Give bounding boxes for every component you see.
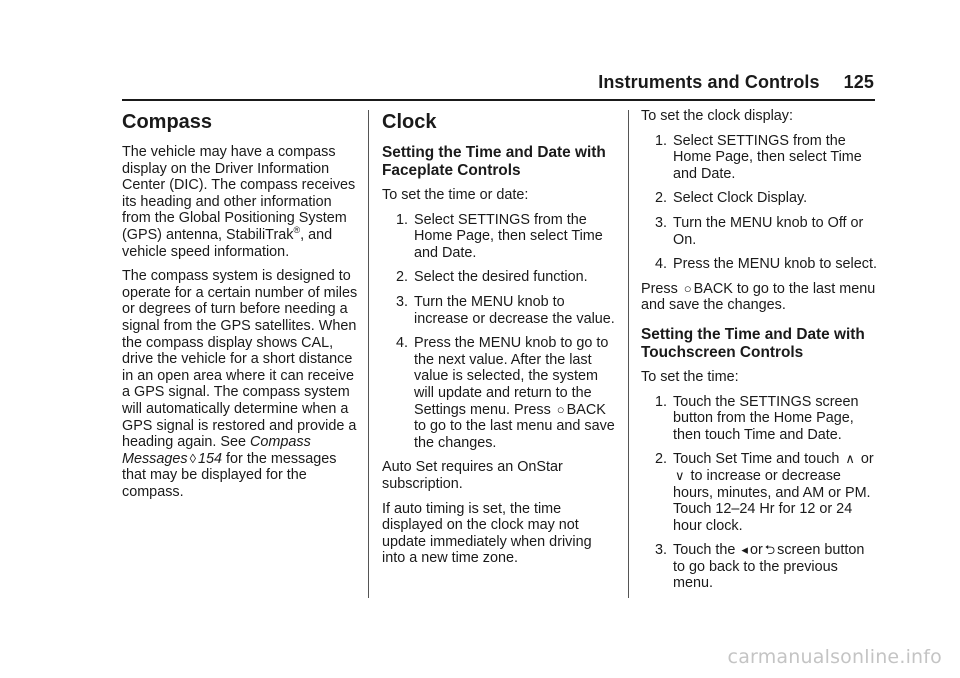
column-divider-1	[368, 110, 369, 598]
touchscreen-steps	[641, 394, 877, 593]
list-item: 3. Touch the ◂ or ⮌ screen button to go back to the previous menu.	[654, 542, 865, 592]
display-back-note: Press ○ BACK to go to the last menu and save the changes.	[641, 280, 876, 314]
back-arrow-icon: ◂	[741, 542, 748, 558]
touchscreen-heading: Setting the Time and Date with Touchscreen Controls	[641, 325, 865, 361]
down-arrow-icon: ∨	[675, 467, 685, 483]
clock-display-column	[641, 108, 877, 600]
faceplate-heading: Setting the Time and Date with Faceplate Controls	[382, 144, 606, 179]
list-item: 1. Touch the SETTINGS screen button from the Home Page, then touch Time and Date.	[654, 393, 859, 443]
list-item: 3. Turn the MENU knob to increase or decrease the value.	[395, 293, 615, 327]
section-title: Instruments and Controls	[598, 72, 820, 92]
display-intro: To set the clock display:	[641, 108, 793, 124]
list-item: 2. Select Clock Display.	[654, 190, 808, 207]
watermark: carmanualsonline.info	[727, 646, 942, 668]
page-header	[0, 72, 874, 96]
clock-column	[382, 108, 618, 575]
touchscreen-intro: To set the time:	[641, 368, 739, 385]
compass-column	[122, 108, 358, 508]
back-icon: ○	[556, 401, 565, 417]
list-item: 2. Touch Set Time and touch ∧ or ∨ to increase or decrease hours, minutes, and AM or PM. Touch 12–24 Hr for 12 or 24 hour clock.	[654, 451, 874, 534]
compass-title: Compass	[122, 111, 213, 133]
header-rule	[122, 99, 875, 101]
page-reference-number[interactable]: 154	[198, 450, 223, 467]
list-item: 1. Select SETTINGS from the Home Page, then select Time and Date.	[395, 211, 603, 261]
compass-paragraph-2: The compass system is designed to operate for a certain number of miles or degrees of turn before needing a signal from the GPS satellites. When the compass display shows CAL, drive the vehicle for a short distance in an open area where it can receive a GPS signal. The compass system will automatically determine when a GPS signal is restored and provide a heading again. See Compass Messages ◊ 154 for the messages that may be displayed for the compass.	[122, 268, 358, 500]
list-item: 4. Press the MENU knob to select.	[654, 256, 877, 273]
page-number: 125	[843, 72, 874, 92]
list-item: 1. Select SETTINGS from the Home Page, then select Time and Date.	[654, 132, 862, 182]
compass-messages-link[interactable]: Compass Messages	[122, 434, 311, 467]
registered-mark: ®	[293, 225, 301, 236]
page-reference-icon: ◊	[189, 450, 197, 466]
back-icon: ○	[683, 280, 692, 296]
list-item: 4. Press the MENU knob to go to the next value. After the last value is selected, the system will update and return to the Settings menu. Press ○ BACK to go to the last menu and save the changes.	[395, 335, 615, 451]
display-steps	[641, 133, 877, 273]
list-item: 2. Select the desired function.	[395, 269, 588, 286]
faceplate-steps	[382, 212, 618, 452]
return-arrow-icon: ⮌	[764, 542, 776, 558]
clock-title: Clock	[382, 111, 437, 133]
list-item: 3. Turn the MENU knob to Off or On.	[654, 214, 864, 248]
compass-paragraph-1: The vehicle may have a compass display on the Driver Information Center (DIC). The compass receives its heading and other information from the Global Positioning System (GPS) antenna, StabiliTrak®, and vehicle speed information.	[122, 144, 356, 260]
faceplate-intro: To set the time or date:	[382, 187, 529, 203]
up-arrow-icon: ∧	[845, 451, 855, 467]
column-divider-2	[628, 110, 629, 598]
onstar-note: Auto Set requires an OnStar subscription.	[382, 459, 563, 492]
auto-timing-note: If auto timing is set, the time displayed on the clock may not update immediately when driving into a new time zone.	[382, 500, 592, 567]
